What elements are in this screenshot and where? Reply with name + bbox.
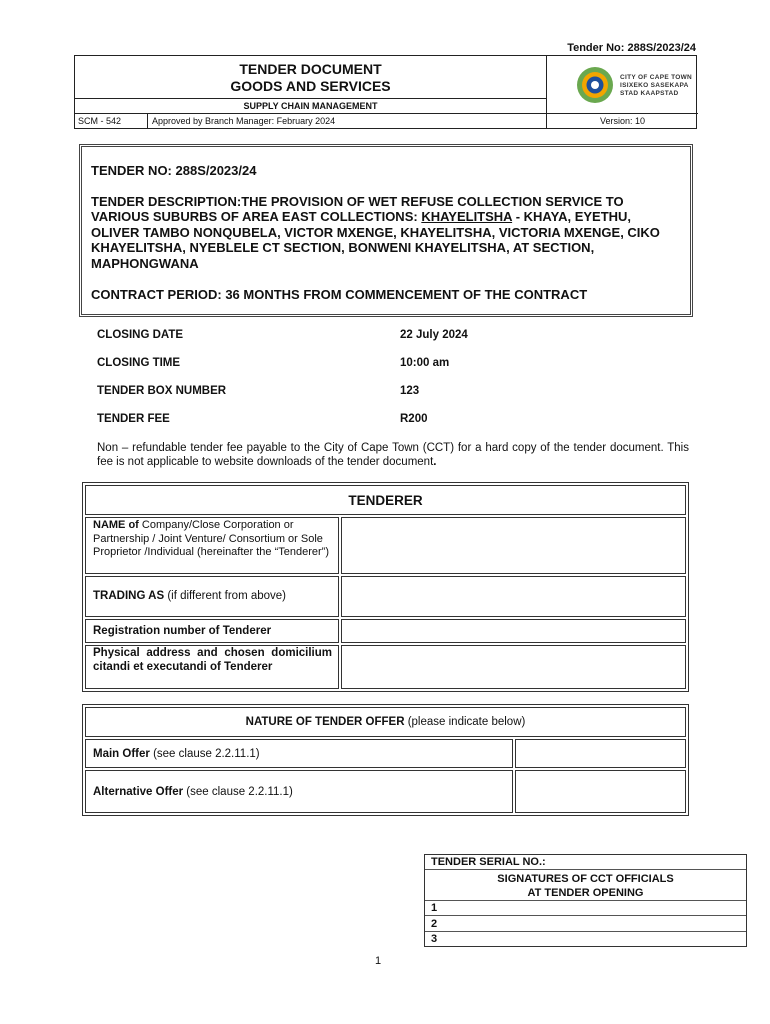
- tender-box-value: 123: [400, 385, 420, 397]
- tenderer-name-label: [85, 517, 339, 574]
- city-emblem-icon: [575, 65, 615, 105]
- offer-heading: [85, 707, 686, 737]
- header-tender-number: Tender No: 288S/2023/24: [567, 42, 696, 54]
- tenderer-name-field[interactable]: [341, 517, 686, 574]
- tender-description-prefix: TENDER DESCRIPTION:THE PROVISION OF WET REFUSE COLLECTION SERVICE TO VARIOUS SUBURBS OF AREA EAST COLLECTIONS:: [91, 193, 624, 224]
- signature-row-3[interactable]: 3: [431, 933, 438, 945]
- document-version: Version: 10: [599, 116, 646, 126]
- trading-as-label: [85, 576, 339, 617]
- document-title: [75, 56, 547, 99]
- main-offer-field[interactable]: [515, 739, 686, 768]
- tender-serial-box: [424, 854, 747, 947]
- signatures-heading: [425, 870, 746, 901]
- document-title-line2: GOODS AND SERVICES: [230, 78, 391, 94]
- fee-note-text: Non – refundable tender fee payable to the City of Cape Town (CCT) for a hard copy of the tender document. This fee is not applicable to website downloads of the tender document: [97, 442, 689, 468]
- closing-time-label: CLOSING TIME: [97, 357, 181, 369]
- tenderer-name-bold: NAME of: [93, 519, 139, 531]
- tender-fee-value: R200: [400, 413, 428, 425]
- fee-note-period: .: [433, 456, 437, 468]
- address-label: Physical address and chosen domicilium citandi et executandi of Tenderer: [85, 645, 339, 689]
- signature-row-1[interactable]: 1: [425, 901, 746, 916]
- signatures-heading-line1: SIGNATURES OF CCT OFFICIALS: [497, 873, 674, 885]
- signatures-heading-line2: AT TENDER OPENING: [527, 887, 644, 899]
- page-number: 1: [375, 955, 382, 967]
- signature-row-2[interactable]: 2: [425, 916, 746, 932]
- document-header: [74, 55, 697, 129]
- offer-heading-bold: NATURE OF TENDER OFFER: [245, 716, 405, 728]
- contract-period: CONTRACT PERIOD: 36 MONTHS FROM COMMENCEMENT OF THE CONTRACT: [91, 287, 588, 302]
- tenderer-heading: TENDERER: [85, 485, 686, 515]
- main-offer-label: [85, 739, 513, 768]
- trading-as-field[interactable]: [341, 576, 686, 617]
- city-logo: [547, 56, 698, 114]
- fee-note: [97, 441, 689, 469]
- closing-date-value: 22 July 2024: [400, 329, 468, 341]
- logo-line-2: ISIXEKO SASEKAPA: [620, 82, 689, 89]
- document-code: SCM - 542: [75, 114, 148, 129]
- closing-time-value: 10:00 am: [400, 357, 450, 369]
- address-field[interactable]: [341, 645, 686, 689]
- main-offer-rest: (see clause 2.2.11.1): [149, 747, 260, 760]
- registration-label: Registration number of Tenderer: [85, 619, 339, 643]
- offer-table: [82, 704, 689, 816]
- tender-description-underlined: KHAYELITSHA: [421, 209, 513, 224]
- tenderer-table: [82, 482, 689, 692]
- document-subtitle: SUPPLY CHAIN MANAGEMENT: [75, 99, 547, 114]
- trading-as-rest: (if different from above): [164, 590, 287, 603]
- trading-as-bold: TRADING AS: [93, 590, 165, 603]
- closing-date-label: CLOSING DATE: [97, 329, 184, 341]
- offer-heading-rest: (please indicate below): [404, 716, 526, 728]
- alternative-offer-bold: Alternative Offer: [93, 785, 184, 798]
- tender-number: TENDER NO: 288S/2023/24: [91, 163, 257, 178]
- alternative-offer-rest: (see clause 2.2.11.1): [183, 785, 293, 798]
- main-offer-bold: Main Offer: [93, 747, 150, 760]
- tender-description: [91, 194, 682, 272]
- city-logo-text: [620, 74, 692, 98]
- tender-fee-label: TENDER FEE: [97, 413, 170, 425]
- alternative-offer-field[interactable]: [515, 770, 686, 813]
- tender-description-suffix: - KHAYA, EYETHU, OLIVER TAMBO NONQUBELA, VICTOR MXENGE, KHAYELITSHA, VICTORIA MXENGE, CIKO KHAYELITSHA, NYEBLELE CT SECTION, BONWENI KHAYELITSHA, AT SECTION, MAPHONGWANA: [91, 209, 660, 271]
- tenderer-name-rest: Company/Close Corporation or Partnership / Joint Venture/ Consortium or Sole Proprietor /Individual (hereinafter the “Tenderer”): [93, 519, 330, 558]
- tender-info-box: [79, 144, 693, 317]
- approval-note: Approved by Branch Manager: February 2024: [148, 114, 547, 129]
- tender-box-label: TENDER BOX NUMBER: [97, 385, 227, 397]
- alternative-offer-label: [85, 770, 513, 813]
- registration-field[interactable]: [341, 619, 686, 643]
- logo-line-1: CITY OF CAPE TOWN: [620, 74, 693, 81]
- logo-line-3: STAD KAAPSTAD: [620, 90, 679, 97]
- document-title-line1: TENDER DOCUMENT: [239, 61, 382, 77]
- tender-serial-title: TENDER SERIAL NO.:: [425, 855, 746, 870]
